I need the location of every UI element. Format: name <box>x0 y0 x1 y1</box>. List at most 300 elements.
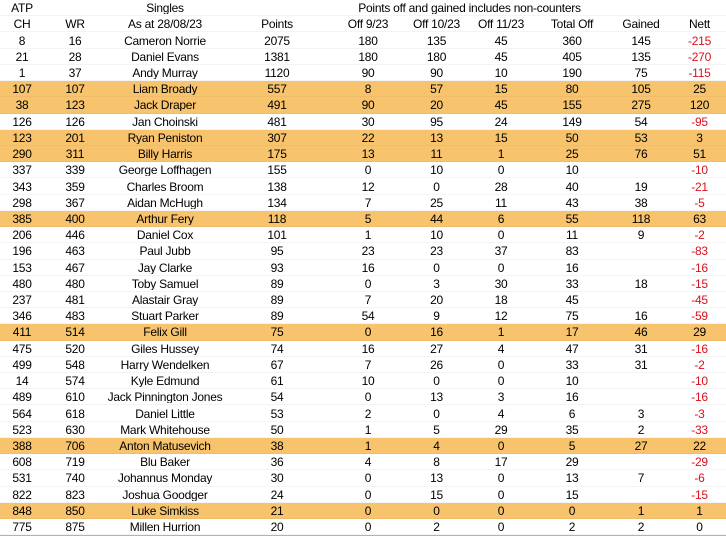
cell-off-9-23[interactable]: 30 <box>361 114 375 128</box>
cell-points[interactable]: 50 <box>270 422 284 436</box>
cell-wr[interactable]: 367 <box>65 195 85 209</box>
cell-player-name[interactable]: Aidan McHugh <box>127 195 203 209</box>
cell-gained[interactable] <box>609 461 673 462</box>
cell-nett[interactable]: -29 <box>691 455 708 469</box>
cell-off-10-23[interactable]: 0 <box>433 179 440 193</box>
cell-off-9-23[interactable]: 0 <box>364 471 372 485</box>
cell-off-11-23[interactable]: 28 <box>494 179 508 193</box>
cell-nett[interactable]: 120 <box>689 98 710 112</box>
cell-off-9-23[interactable]: 16 <box>361 260 375 274</box>
cell-nett[interactable]: -16 <box>691 341 708 355</box>
cell-wr[interactable]: 574 <box>65 374 85 388</box>
cell-player-name[interactable]: Harry Wendelken <box>120 357 210 371</box>
cell-off-11-23[interactable]: 45 <box>494 49 508 63</box>
cell-wr[interactable]: 719 <box>65 455 85 469</box>
cell-ch[interactable]: 8 <box>18 33 26 47</box>
cell-wr[interactable]: 630 <box>65 422 85 436</box>
cell-total-off[interactable]: 80 <box>565 82 579 96</box>
cell-wr[interactable]: 467 <box>65 260 85 274</box>
cell-total-off[interactable]: 83 <box>565 244 579 258</box>
cell-off-11-23[interactable]: 29 <box>494 422 508 436</box>
cell-ch[interactable]: 499 <box>12 357 32 371</box>
cell-ch[interactable]: 126 <box>12 114 32 128</box>
cell-ch[interactable]: 411 <box>12 325 32 339</box>
cell-player-name[interactable]: Jack Pinnington Jones <box>107 390 223 404</box>
cell-points[interactable]: 175 <box>267 147 287 161</box>
cell-gained[interactable]: 105 <box>631 82 651 96</box>
cell-off-11-23[interactable]: 4 <box>497 341 505 355</box>
cell-nett[interactable]: -115 <box>688 65 711 79</box>
cell-ch[interactable]: 388 <box>12 439 32 453</box>
cell-gained[interactable] <box>609 169 673 170</box>
cell-off-9-23[interactable]: 0 <box>364 276 372 290</box>
cell-gained[interactable]: 135 <box>631 49 651 63</box>
cell-points[interactable]: 2075 <box>264 33 290 47</box>
cell-ch[interactable]: 237 <box>12 293 32 307</box>
cell-off-10-23[interactable]: 0 <box>433 260 440 274</box>
cell-off-9-23[interactable]: 7 <box>364 195 372 209</box>
cell-points[interactable]: 1381 <box>264 49 290 63</box>
cell-off-11-23[interactable]: 0 <box>497 163 505 177</box>
cell-off-9-23[interactable]: 1 <box>364 228 372 242</box>
cell-off-11-23[interactable]: 4 <box>497 406 505 420</box>
cell-off-10-23[interactable]: 11 <box>430 147 443 161</box>
cell-nett[interactable]: -15 <box>691 487 708 501</box>
cell-off-11-23[interactable]: 0 <box>497 503 505 517</box>
cell-gained[interactable]: 1 <box>637 503 645 517</box>
cell-points[interactable]: 134 <box>267 195 287 209</box>
cell-player-name[interactable]: Jan Choinski <box>132 114 198 128</box>
cell-player-name[interactable]: Felix Gill <box>143 325 187 339</box>
cell-off-10-23[interactable]: 8 <box>433 455 440 469</box>
cell-nett[interactable]: -2 <box>694 357 705 371</box>
cell-player-name[interactable]: Mark Whitehouse <box>120 422 210 436</box>
cell-player-name[interactable]: Millen Hurrion <box>129 520 201 534</box>
cell-off-9-23[interactable]: 22 <box>361 130 375 144</box>
cell-ch[interactable]: 480 <box>12 276 32 290</box>
cell-points[interactable]: 89 <box>270 309 284 323</box>
cell-nett[interactable]: 29 <box>693 325 706 339</box>
cell-total-off[interactable]: 16 <box>565 260 579 274</box>
col-header-nett[interactable]: Nett <box>688 17 710 31</box>
cell-off-11-23[interactable]: 0 <box>497 487 505 501</box>
cell-nett[interactable]: -16 <box>691 390 708 404</box>
cell-off-9-23[interactable]: 90 <box>361 98 375 112</box>
cell-off-10-23[interactable]: 25 <box>430 195 443 209</box>
col-header-ch[interactable]: CH <box>13 17 31 31</box>
cell-nett[interactable]: -15 <box>691 276 708 290</box>
cell-off-11-23[interactable]: 1 <box>497 147 505 161</box>
cell-off-11-23[interactable]: 0 <box>497 260 505 274</box>
cell-gained[interactable] <box>609 267 673 268</box>
cell-off-11-23[interactable]: 0 <box>497 357 505 371</box>
cell-player-name[interactable]: Paul Jubb <box>139 244 191 258</box>
cell-ch[interactable]: 346 <box>12 309 32 323</box>
cell-player-name[interactable]: Daniel Little <box>135 406 195 420</box>
cell-gained[interactable] <box>609 299 673 300</box>
cell-off-9-23[interactable]: 23 <box>361 244 375 258</box>
cell-total-off[interactable]: 149 <box>562 114 582 128</box>
cell-ch[interactable]: 206 <box>12 228 32 242</box>
cell-player-name[interactable]: Billy Harris <box>137 147 193 161</box>
cell-ch[interactable]: 123 <box>12 130 32 144</box>
cell-off-9-23[interactable]: 0 <box>364 487 372 501</box>
cell-wr[interactable]: 514 <box>65 325 85 339</box>
cell-wr[interactable]: 706 <box>65 439 85 453</box>
cell-total-off[interactable]: 10 <box>565 374 579 388</box>
cell-off-9-23[interactable]: 1 <box>364 439 372 453</box>
cell-ch[interactable]: 337 <box>12 163 32 177</box>
cell-off-11-23[interactable]: 10 <box>494 65 508 79</box>
cell-gained[interactable]: 31 <box>634 341 648 355</box>
cell-off-10-23[interactable]: 16 <box>430 325 443 339</box>
cell-player-name[interactable]: Toby Samuel <box>131 276 199 290</box>
cell-gained[interactable]: 2 <box>637 422 645 436</box>
cell-off-9-23[interactable]: 0 <box>364 163 372 177</box>
cell-off-11-23[interactable]: 30 <box>494 276 508 290</box>
cell-gained[interactable]: 145 <box>631 33 651 47</box>
cell-total-off[interactable]: 190 <box>562 65 582 79</box>
cell-wr[interactable]: 359 <box>65 179 85 193</box>
cell-off-11-23[interactable]: 24 <box>494 114 508 128</box>
cell-total-off[interactable]: 11 <box>566 228 578 242</box>
cell-total-off[interactable]: 29 <box>565 455 579 469</box>
header-atp[interactable]: ATP <box>11 1 33 15</box>
cell-player-name[interactable]: Johannus Monday <box>117 471 213 485</box>
cell-off-11-23[interactable]: 15 <box>494 130 508 144</box>
cell-gained[interactable]: 7 <box>637 471 645 485</box>
cell-off-10-23[interactable]: 20 <box>430 98 443 112</box>
cell-points[interactable]: 95 <box>270 244 284 258</box>
cell-nett[interactable]: -5 <box>694 195 705 209</box>
cell-points[interactable]: 155 <box>267 163 287 177</box>
cell-off-11-23[interactable]: 45 <box>494 98 508 112</box>
cell-points[interactable]: 89 <box>270 293 284 307</box>
cell-total-off[interactable]: 55 <box>565 211 579 225</box>
cell-total-off[interactable]: 17 <box>565 325 579 339</box>
cell-total-off[interactable]: 40 <box>565 179 579 193</box>
cell-ch[interactable]: 475 <box>12 341 32 355</box>
cell-off-10-23[interactable]: 0 <box>433 374 440 388</box>
cell-off-9-23[interactable]: 1 <box>364 422 372 436</box>
cell-nett[interactable]: -3 <box>694 406 705 420</box>
cell-off-9-23[interactable]: 5 <box>364 211 372 225</box>
cell-total-off[interactable]: 47 <box>565 341 579 355</box>
cell-wr[interactable]: 483 <box>65 309 85 323</box>
cell-points[interactable]: 138 <box>267 179 287 193</box>
cell-player-name[interactable]: Luke Simkiss <box>131 503 199 517</box>
cell-gained[interactable]: 53 <box>634 130 648 144</box>
cell-wr[interactable]: 520 <box>65 341 85 355</box>
cell-points[interactable]: 53 <box>270 406 284 420</box>
cell-nett[interactable]: -2 <box>694 228 705 242</box>
cell-wr[interactable]: 28 <box>68 49 82 63</box>
cell-total-off[interactable]: 50 <box>565 130 579 144</box>
cell-ch[interactable]: 107 <box>12 82 32 96</box>
cell-total-off[interactable]: 75 <box>565 309 579 323</box>
cell-total-off[interactable]: 45 <box>565 293 579 307</box>
cell-points[interactable]: 36 <box>270 455 284 469</box>
cell-total-off[interactable]: 405 <box>562 49 582 63</box>
cell-total-off[interactable]: 15 <box>565 487 579 501</box>
cell-total-off[interactable]: 10 <box>565 163 579 177</box>
cell-off-10-23[interactable]: 15 <box>430 487 443 501</box>
cell-total-off[interactable]: 360 <box>562 33 582 47</box>
cell-player-name[interactable]: Jack Draper <box>134 98 196 112</box>
cell-gained[interactable] <box>609 494 673 495</box>
cell-off-9-23[interactable]: 7 <box>364 357 372 371</box>
cell-ch[interactable]: 14 <box>15 374 29 388</box>
cell-total-off[interactable]: 155 <box>562 98 582 112</box>
cell-off-10-23[interactable]: 3 <box>433 276 440 290</box>
cell-wr[interactable]: 16 <box>68 33 82 47</box>
cell-ch[interactable]: 21 <box>15 49 29 63</box>
cell-player-name[interactable]: Liam Broady <box>132 82 198 96</box>
cell-off-9-23[interactable]: 2 <box>364 406 372 420</box>
cell-off-9-23[interactable]: 0 <box>364 390 372 404</box>
cell-off-10-23[interactable]: 13 <box>430 390 443 404</box>
cell-points[interactable]: 54 <box>270 390 284 404</box>
cell-gained[interactable]: 3 <box>637 406 645 420</box>
cell-wr[interactable]: 480 <box>65 276 85 290</box>
cell-gained[interactable]: 18 <box>634 276 648 290</box>
cell-player-name[interactable]: Cameron Norrie <box>124 33 206 47</box>
cell-player-name[interactable]: Jay Clarke <box>137 260 193 274</box>
cell-gained[interactable]: 2 <box>637 520 645 534</box>
cell-player-name[interactable]: Alastair Gray <box>131 293 199 307</box>
cell-ch[interactable]: 385 <box>12 211 32 225</box>
cell-off-9-23[interactable]: 0 <box>364 520 372 534</box>
cell-ch[interactable]: 531 <box>12 471 32 485</box>
cell-points[interactable]: 557 <box>267 82 287 96</box>
cell-points[interactable]: 75 <box>270 325 284 339</box>
header-singles[interactable]: Singles <box>146 1 184 15</box>
cell-off-10-23[interactable]: 20 <box>430 293 443 307</box>
cell-wr[interactable]: 548 <box>65 357 85 371</box>
cell-player-name[interactable]: Blu Baker <box>140 455 190 469</box>
cell-nett[interactable]: -59 <box>691 309 708 323</box>
cell-points[interactable]: 101 <box>267 228 287 242</box>
cell-points[interactable]: 20 <box>270 520 284 534</box>
cell-off-9-23[interactable]: 54 <box>361 309 375 323</box>
cell-off-10-23[interactable]: 44 <box>430 211 443 225</box>
cell-off-11-23[interactable]: 11 <box>495 195 507 209</box>
cell-gained[interactable]: 54 <box>634 114 648 128</box>
cell-total-off[interactable]: 16 <box>565 390 579 404</box>
cell-wr[interactable]: 339 <box>65 163 85 177</box>
cell-off-9-23[interactable]: 90 <box>361 65 375 79</box>
cell-off-10-23[interactable]: 2 <box>433 520 440 534</box>
cell-player-name[interactable]: Kyle Edmund <box>130 374 200 388</box>
cell-total-off[interactable]: 0 <box>568 503 576 517</box>
cell-points[interactable]: 481 <box>267 114 287 128</box>
cell-off-11-23[interactable]: 6 <box>497 211 505 225</box>
cell-player-name[interactable]: Daniel Evans <box>131 49 199 63</box>
cell-gained[interactable]: 275 <box>631 98 651 112</box>
cell-gained[interactable]: 75 <box>634 65 648 79</box>
cell-nett[interactable]: -33 <box>691 422 708 436</box>
cell-gained[interactable]: 19 <box>634 179 648 193</box>
cell-total-off[interactable]: 5 <box>568 439 576 453</box>
cell-nett[interactable]: -10 <box>691 374 708 388</box>
cell-off-9-23[interactable]: 16 <box>361 341 375 355</box>
cell-off-11-23[interactable]: 3 <box>497 390 505 404</box>
cell-off-11-23[interactable]: 0 <box>497 520 505 534</box>
cell-off-11-23[interactable]: 1 <box>497 325 505 339</box>
cell-nett[interactable]: 0 <box>696 520 703 534</box>
cell-off-9-23[interactable]: 13 <box>361 147 375 161</box>
col-header-off-11-23[interactable]: Off 11/23 <box>477 17 524 31</box>
cell-points[interactable]: 21 <box>270 503 284 517</box>
cell-nett[interactable]: 3 <box>696 130 703 144</box>
cell-off-10-23[interactable]: 27 <box>430 341 443 355</box>
cell-off-9-23[interactable]: 7 <box>364 293 372 307</box>
cell-off-10-23[interactable]: 0 <box>433 406 440 420</box>
cell-off-11-23[interactable]: 0 <box>497 228 505 242</box>
cell-total-off[interactable]: 13 <box>565 471 579 485</box>
cell-points[interactable]: 67 <box>270 357 284 371</box>
cell-points[interactable]: 491 <box>267 98 287 112</box>
cell-off-9-23[interactable]: 8 <box>364 82 372 96</box>
cell-player-name[interactable]: Anton Matusevich <box>119 439 211 453</box>
col-header-total-off[interactable]: Total Off <box>550 17 594 31</box>
cell-wr[interactable]: 823 <box>65 487 85 501</box>
cell-total-off[interactable]: 25 <box>565 147 579 161</box>
col-header-gained[interactable]: Gained <box>622 17 660 31</box>
cell-ch[interactable]: 489 <box>12 390 32 404</box>
cell-off-11-23[interactable]: 37 <box>494 244 508 258</box>
cell-off-9-23[interactable]: 12 <box>361 179 375 193</box>
cell-off-10-23[interactable]: 90 <box>430 65 443 79</box>
cell-gained[interactable]: 31 <box>634 357 648 371</box>
cell-points[interactable]: 38 <box>270 439 284 453</box>
cell-off-10-23[interactable]: 13 <box>430 471 443 485</box>
cell-wr[interactable]: 610 <box>65 390 85 404</box>
cell-off-11-23[interactable]: 45 <box>494 33 508 47</box>
cell-player-name[interactable]: Stuart Parker <box>131 309 199 323</box>
cell-nett[interactable]: 22 <box>693 439 706 453</box>
cell-wr[interactable]: 875 <box>65 520 85 534</box>
cell-off-11-23[interactable]: 0 <box>497 471 505 485</box>
cell-nett[interactable]: 1 <box>696 503 703 517</box>
cell-ch[interactable]: 153 <box>12 260 32 274</box>
cell-nett[interactable]: -215 <box>687 33 712 47</box>
cell-off-10-23[interactable]: 135 <box>426 33 447 47</box>
cell-gained[interactable]: 16 <box>634 309 648 323</box>
cell-points[interactable]: 118 <box>267 211 287 225</box>
cell-wr[interactable]: 850 <box>65 503 85 517</box>
cell-gained[interactable] <box>609 380 673 381</box>
cell-nett[interactable]: -21 <box>691 179 708 193</box>
cell-player-name[interactable]: Giles Hussey <box>131 341 199 355</box>
cell-points[interactable]: 307 <box>267 130 287 144</box>
cell-ch[interactable]: 298 <box>12 195 32 209</box>
cell-off-10-23[interactable]: 5 <box>433 422 440 436</box>
cell-gained[interactable]: 38 <box>634 195 648 209</box>
cell-ch[interactable]: 290 <box>12 147 32 161</box>
cell-off-9-23[interactable]: 0 <box>364 503 372 517</box>
cell-wr[interactable]: 463 <box>65 244 85 258</box>
cell-nett[interactable]: 63 <box>693 211 706 225</box>
cell-gained[interactable]: 118 <box>631 211 651 225</box>
cell-ch[interactable]: 196 <box>12 244 32 258</box>
cell-total-off[interactable]: 33 <box>565 357 579 371</box>
cell-total-off[interactable]: 35 <box>565 422 579 436</box>
cell-ch[interactable]: 608 <box>12 455 32 469</box>
cell-off-9-23[interactable]: 10 <box>361 374 375 388</box>
col-header-off-10-23[interactable]: Off 10/23 <box>413 17 460 31</box>
cell-wr[interactable]: 107 <box>65 82 85 96</box>
cell-nett[interactable]: -270 <box>687 49 712 63</box>
cell-player-name[interactable]: George Loffhagen <box>118 163 212 177</box>
cell-gained[interactable]: 27 <box>634 439 648 453</box>
cell-points[interactable]: 89 <box>270 276 284 290</box>
cell-total-off[interactable]: 43 <box>565 195 579 209</box>
cell-off-10-23[interactable]: 13 <box>430 130 443 144</box>
cell-total-off[interactable]: 6 <box>568 406 576 420</box>
col-header-off-9-23[interactable]: Off 9/23 <box>347 17 389 31</box>
cell-off-9-23[interactable]: 4 <box>364 455 372 469</box>
cell-total-off[interactable]: 33 <box>565 276 579 290</box>
cell-ch[interactable]: 822 <box>12 487 32 501</box>
cell-gained[interactable]: 46 <box>634 325 648 339</box>
cell-ch[interactable]: 523 <box>12 422 32 436</box>
cell-points[interactable]: 30 <box>270 471 284 485</box>
cell-points[interactable]: 93 <box>270 260 284 274</box>
cell-off-10-23[interactable]: 4 <box>433 439 440 453</box>
cell-gained[interactable] <box>609 396 673 397</box>
cell-wr[interactable]: 481 <box>65 293 85 307</box>
cell-off-11-23[interactable]: 15 <box>494 82 508 96</box>
cell-nett[interactable]: -10 <box>691 163 708 177</box>
cell-gained[interactable] <box>609 250 673 251</box>
cell-gained[interactable]: 9 <box>637 228 645 242</box>
cell-off-10-23[interactable]: 0 <box>433 503 440 517</box>
cell-off-9-23[interactable]: 180 <box>358 49 378 63</box>
cell-off-11-23[interactable]: 17 <box>494 455 508 469</box>
cell-player-name[interactable]: Charles Broom <box>126 179 204 193</box>
cell-ch[interactable]: 775 <box>12 520 32 534</box>
cell-off-11-23[interactable]: 0 <box>497 374 505 388</box>
cell-off-10-23[interactable]: 9 <box>433 309 440 323</box>
cell-off-9-23[interactable]: 180 <box>358 33 378 47</box>
cell-points[interactable]: 24 <box>270 487 284 501</box>
cell-points[interactable]: 61 <box>270 374 284 388</box>
cell-off-10-23[interactable]: 23 <box>430 244 443 258</box>
cell-off-10-23[interactable]: 95 <box>430 114 443 128</box>
cell-off-10-23[interactable]: 10 <box>430 228 443 242</box>
cell-ch[interactable]: 343 <box>12 179 32 193</box>
cell-wr[interactable]: 740 <box>65 471 85 485</box>
cell-off-10-23[interactable]: 26 <box>430 357 443 371</box>
cell-nett[interactable]: -16 <box>691 260 708 274</box>
cell-off-10-23[interactable]: 57 <box>430 82 443 96</box>
cell-total-off[interactable]: 2 <box>568 520 576 534</box>
cell-nett[interactable]: -6 <box>694 471 705 485</box>
cell-off-11-23[interactable]: 12 <box>494 309 508 323</box>
cell-ch[interactable]: 848 <box>12 503 32 517</box>
cell-off-10-23[interactable]: 10 <box>430 163 443 177</box>
cell-wr[interactable]: 37 <box>68 65 82 79</box>
cell-points[interactable]: 74 <box>270 341 284 355</box>
cell-off-11-23[interactable]: 0 <box>497 439 505 453</box>
cell-points[interactable]: 1120 <box>264 65 290 79</box>
cell-ch[interactable]: 564 <box>12 406 32 420</box>
cell-off-11-23[interactable]: 18 <box>494 293 508 307</box>
cell-off-9-23[interactable]: 0 <box>364 325 372 339</box>
cell-gained[interactable]: 76 <box>634 147 648 161</box>
cell-ch[interactable]: 1 <box>18 65 26 79</box>
